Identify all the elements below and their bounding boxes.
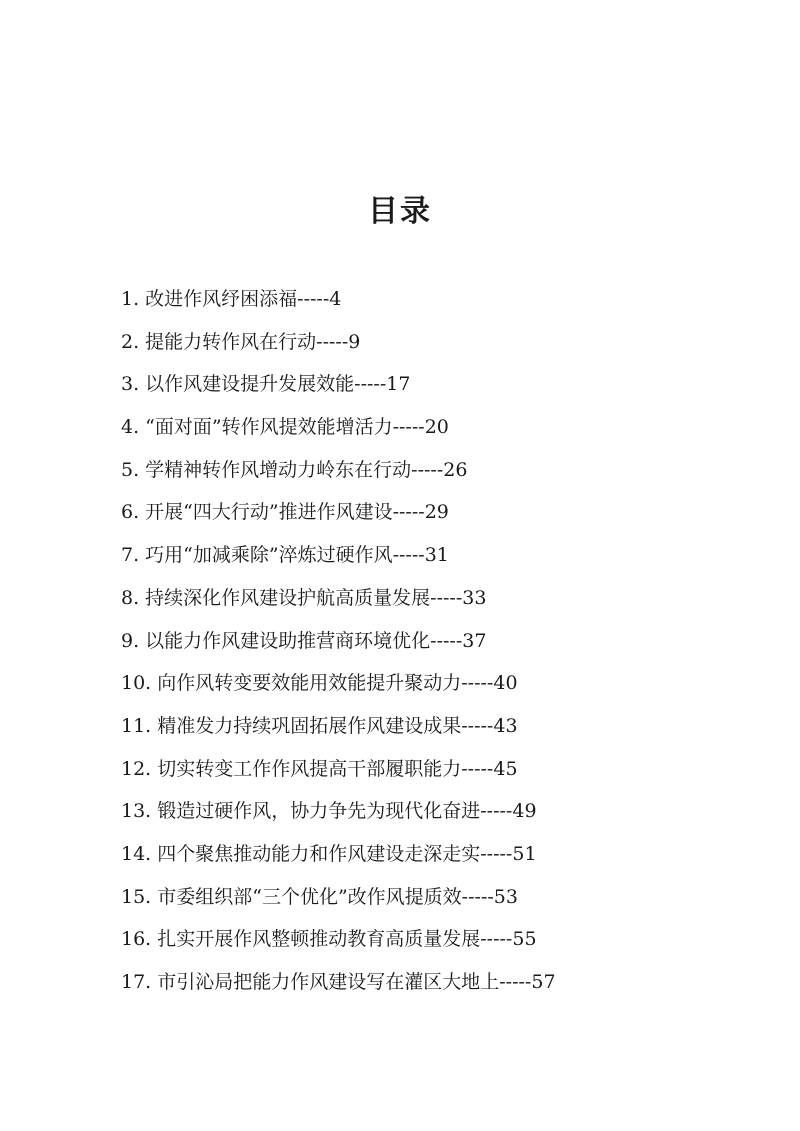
toc-entry-7: 7. 巧用“加减乘除”淬炼过硬作风-----31 <box>121 544 449 567</box>
toc-entry-5: 5. 学精神转作风增动力岭东在行动-----26 <box>121 458 468 481</box>
toc-entry-1: 1. 改进作风纾困添福-----4 <box>121 288 342 310</box>
toc-entry-15: 15. 市委组织部“三个优化”改作风提质效-----53 <box>121 885 518 908</box>
toc-entry-2: 2. 提能力转作风在行动-----9 <box>121 330 361 353</box>
toc-entry-6: 6. 开展“四大行动”推进作风建设-----29 <box>121 501 449 524</box>
page-title: 目录 <box>368 194 432 229</box>
toc-entry-12: 12. 切实转变工作作风提高干部履职能力-----45 <box>121 757 518 780</box>
toc-entry-3: 3. 以作风建设提升发展效能-----17 <box>121 373 411 396</box>
toc-entry-4: 4. “面对面”转作风提效能增活力-----20 <box>121 416 449 439</box>
toc-entry-13: 13. 锻造过硬作风，协力争先为现代化奋进-----49 <box>121 800 537 823</box>
toc-entry-14: 14. 四个聚焦推动能力和作风建设走深走实-----51 <box>121 842 537 865</box>
table-of-contents <box>121 285 556 1011</box>
toc-entry-9: 9. 以能力作风建设助推营商环境优化-----37 <box>121 629 487 652</box>
toc-entry-16: 16. 扎实开展作风整顿推动教育高质量发展-----55 <box>121 928 537 951</box>
toc-entry-8: 8. 持续深化作风建设护航高质量发展-----33 <box>121 586 487 609</box>
toc-entry-11: 11. 精准发力持续巩固拓展作风建设成果-----43 <box>121 714 518 737</box>
toc-entry-10: 10. 向作风转变要效能用效能提升聚动力-----40 <box>121 672 518 695</box>
toc-entry-17: 17. 市引沁局把能力作风建设写在灌区大地上-----57 <box>121 971 556 993</box>
